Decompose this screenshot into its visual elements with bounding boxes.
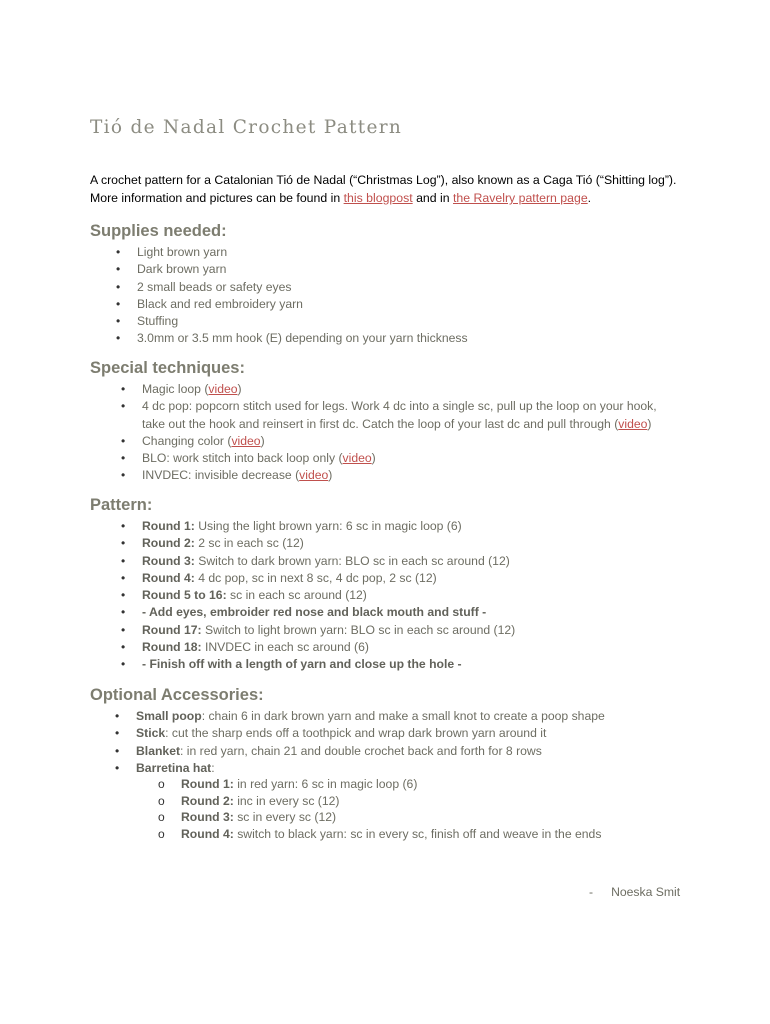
supply-text: 2 small beads or safety eyes [137, 279, 292, 294]
round-label: - Add eyes, embroider red nose and black mouth and stuff - [142, 605, 487, 620]
list-item [115, 760, 605, 777]
bullet-icon: • [121, 640, 126, 655]
video-link[interactable]: video [342, 451, 372, 466]
technique-text: Magic loop ( [142, 382, 209, 396]
round-text: in red yarn: 6 sc in magic loop (6) [233, 777, 418, 791]
list-item [158, 793, 601, 810]
technique-after: ) [328, 468, 333, 483]
accessory-label: Blanket [136, 743, 181, 758]
accessory-label: Barretina hat [136, 760, 212, 775]
technique-text: Changing color ( [142, 433, 232, 448]
technique-after: ) [647, 416, 652, 431]
technique-after: ) [260, 433, 265, 448]
bullet-icon: • [115, 743, 120, 758]
supply-text: 3.0mm or 3.5 mm hook (E) depending on your yarn thickness [137, 331, 468, 346]
bullet-icon: • [121, 451, 126, 466]
bullet-icon: • [121, 588, 126, 603]
circle-bullet-icon: o [158, 810, 165, 825]
video-link[interactable]: video [618, 416, 648, 431]
supplies-heading: Supplies needed: [90, 222, 227, 240]
round-label: Round 18: [142, 640, 202, 655]
list-item [121, 518, 515, 535]
list-item [121, 467, 662, 484]
list-item [116, 330, 468, 347]
bullet-icon: • [116, 331, 121, 346]
supply-text: Dark brown yarn [137, 262, 227, 277]
supply-text: Black and red embroidery yarn [137, 296, 303, 311]
supplies-list [116, 244, 468, 348]
page-title: Tió de Nadal Crochet Pattern [90, 117, 403, 138]
author-signature [589, 885, 680, 899]
intro-line2-prefix: More information and pictures can be found in [90, 191, 344, 205]
round-text: Switch to dark brown yarn: BLO sc in each sc around (12) [194, 553, 510, 568]
circle-bullet-icon: o [158, 777, 165, 791]
circle-bullet-icon: o [158, 793, 165, 808]
round-text: Using the light brown yarn: 6 sc in magic loop (6) [194, 519, 462, 533]
round-label: - Finish off with a length of yarn and close up the hole - [142, 657, 462, 672]
special-techniques-list [121, 381, 662, 485]
technique-text: INVDEC: invisible decrease ( [142, 468, 300, 483]
list-item [158, 809, 601, 826]
accessory-text: : in red yarn, chain 21 and double crochet back and forth for 8 rows [180, 743, 542, 758]
technique-text: 4 dc pop: popcorn stitch used for legs. Work 4 dc into a single sc, pull up the loop on your hook, take out the hook and reinsert in first dc. Catch the loop of your last dc and pull through ( [142, 399, 657, 431]
bullet-icon: • [115, 726, 120, 741]
bullet-icon: • [121, 382, 126, 396]
technique-after: ) [237, 382, 242, 396]
list-item [115, 743, 605, 760]
accessory-text: : chain 6 in dark brown yarn and make a small knot to create a poop shape [201, 709, 605, 723]
bullet-icon: • [116, 314, 121, 329]
round-label: Round 5 to 16: [142, 588, 227, 603]
round-label: Round 17: [142, 622, 202, 637]
bullet-icon: • [121, 553, 126, 568]
list-item [121, 535, 515, 552]
optional-accessories-list [115, 708, 605, 777]
list-item [121, 656, 515, 673]
pattern-list [121, 518, 516, 674]
bullet-icon: • [115, 760, 120, 775]
round-text: sc in every sc (12) [233, 810, 337, 825]
bullet-icon: • [121, 622, 126, 637]
list-item [158, 826, 602, 843]
author-dash: - [589, 885, 594, 899]
technique-text: BLO: work stitch into back loop only ( [142, 451, 343, 466]
list-item [121, 604, 515, 621]
bullet-icon: • [121, 657, 126, 672]
supply-text: Light brown yarn [137, 245, 228, 259]
pattern-heading: Pattern: [90, 496, 153, 514]
round-text: inc in every sc (12) [233, 793, 340, 808]
list-item [116, 279, 468, 296]
technique-after: ) [371, 451, 376, 466]
list-item [116, 261, 468, 278]
list-item [121, 570, 515, 587]
bullet-icon: • [116, 262, 121, 277]
bullet-icon: • [115, 709, 120, 723]
round-label: Round 2: [181, 793, 234, 808]
accessory-text: : cut the sharp ends off a toothpick and wrap dark brown yarn around it [165, 726, 547, 741]
round-label: Round 1: [142, 519, 195, 533]
video-link[interactable]: video [231, 433, 261, 448]
accessory-text: : [211, 760, 215, 775]
bullet-icon: • [116, 279, 121, 294]
list-item [121, 639, 515, 656]
bullet-icon: • [121, 399, 126, 414]
author-name: Noeska Smit [611, 885, 681, 899]
bullet-icon: • [116, 245, 121, 259]
blogpost-link[interactable]: this blogpost [343, 191, 413, 205]
list-item [121, 398, 662, 433]
bullet-icon: • [121, 570, 126, 585]
bullet-icon: • [121, 536, 126, 551]
intro-line1: A crochet pattern for a Catalonian Tió de Nadal (“Christmas Log”), also known as a Caga Tió (“Shitting log”). [90, 173, 677, 187]
optional-accessories-heading: Optional Accessories: [90, 686, 264, 704]
list-item [121, 381, 662, 398]
list-item [121, 433, 662, 450]
accessory-label: Small poop [136, 709, 202, 723]
circle-bullet-icon: o [158, 826, 165, 841]
list-item [116, 244, 468, 261]
round-label: Round 3: [181, 810, 234, 825]
video-link[interactable]: video [299, 468, 329, 483]
round-text: Switch to light brown yarn: BLO sc in each sc around (12) [201, 622, 516, 637]
supply-text: Stuffing [137, 314, 179, 329]
intro-paragraph [90, 171, 710, 207]
round-label: Round 2: [142, 536, 195, 551]
list-item [158, 776, 601, 793]
list-item [121, 553, 515, 570]
round-label: Round 3: [142, 553, 195, 568]
intro-line2-middle: and in [412, 191, 453, 205]
bullet-icon: • [116, 296, 121, 311]
round-label: Round 4: [181, 826, 234, 841]
accessory-label: Stick [136, 726, 166, 741]
list-item [116, 313, 468, 330]
list-item [121, 450, 662, 467]
round-text: INVDEC in each sc around (6) [201, 640, 369, 655]
bullet-icon: • [121, 519, 126, 533]
ravelry-link[interactable]: the Ravelry pattern page [453, 191, 588, 205]
intro-line2-suffix: . [587, 191, 592, 205]
list-item [121, 587, 515, 604]
round-label: Round 1: [181, 777, 234, 791]
list-item [115, 725, 605, 742]
bullet-icon: • [121, 433, 126, 448]
round-text: 4 dc pop, sc in next 8 sc, 4 dc pop, 2 sc (12) [194, 570, 437, 585]
round-text: sc in each sc around (12) [226, 588, 367, 603]
special-techniques-heading: Special techniques: [90, 359, 245, 377]
barretina-hat-rounds [158, 776, 602, 842]
bullet-icon: • [121, 468, 126, 483]
bullet-icon: • [121, 605, 126, 620]
round-text: switch to black yarn: sc in every sc, finish off and weave in the ends [233, 826, 602, 841]
list-item [121, 622, 516, 639]
round-label: Round 4: [142, 570, 195, 585]
list-item [116, 296, 468, 313]
list-item [115, 708, 605, 725]
round-text: 2 sc in each sc (12) [194, 536, 304, 551]
video-link[interactable]: video [208, 382, 238, 396]
